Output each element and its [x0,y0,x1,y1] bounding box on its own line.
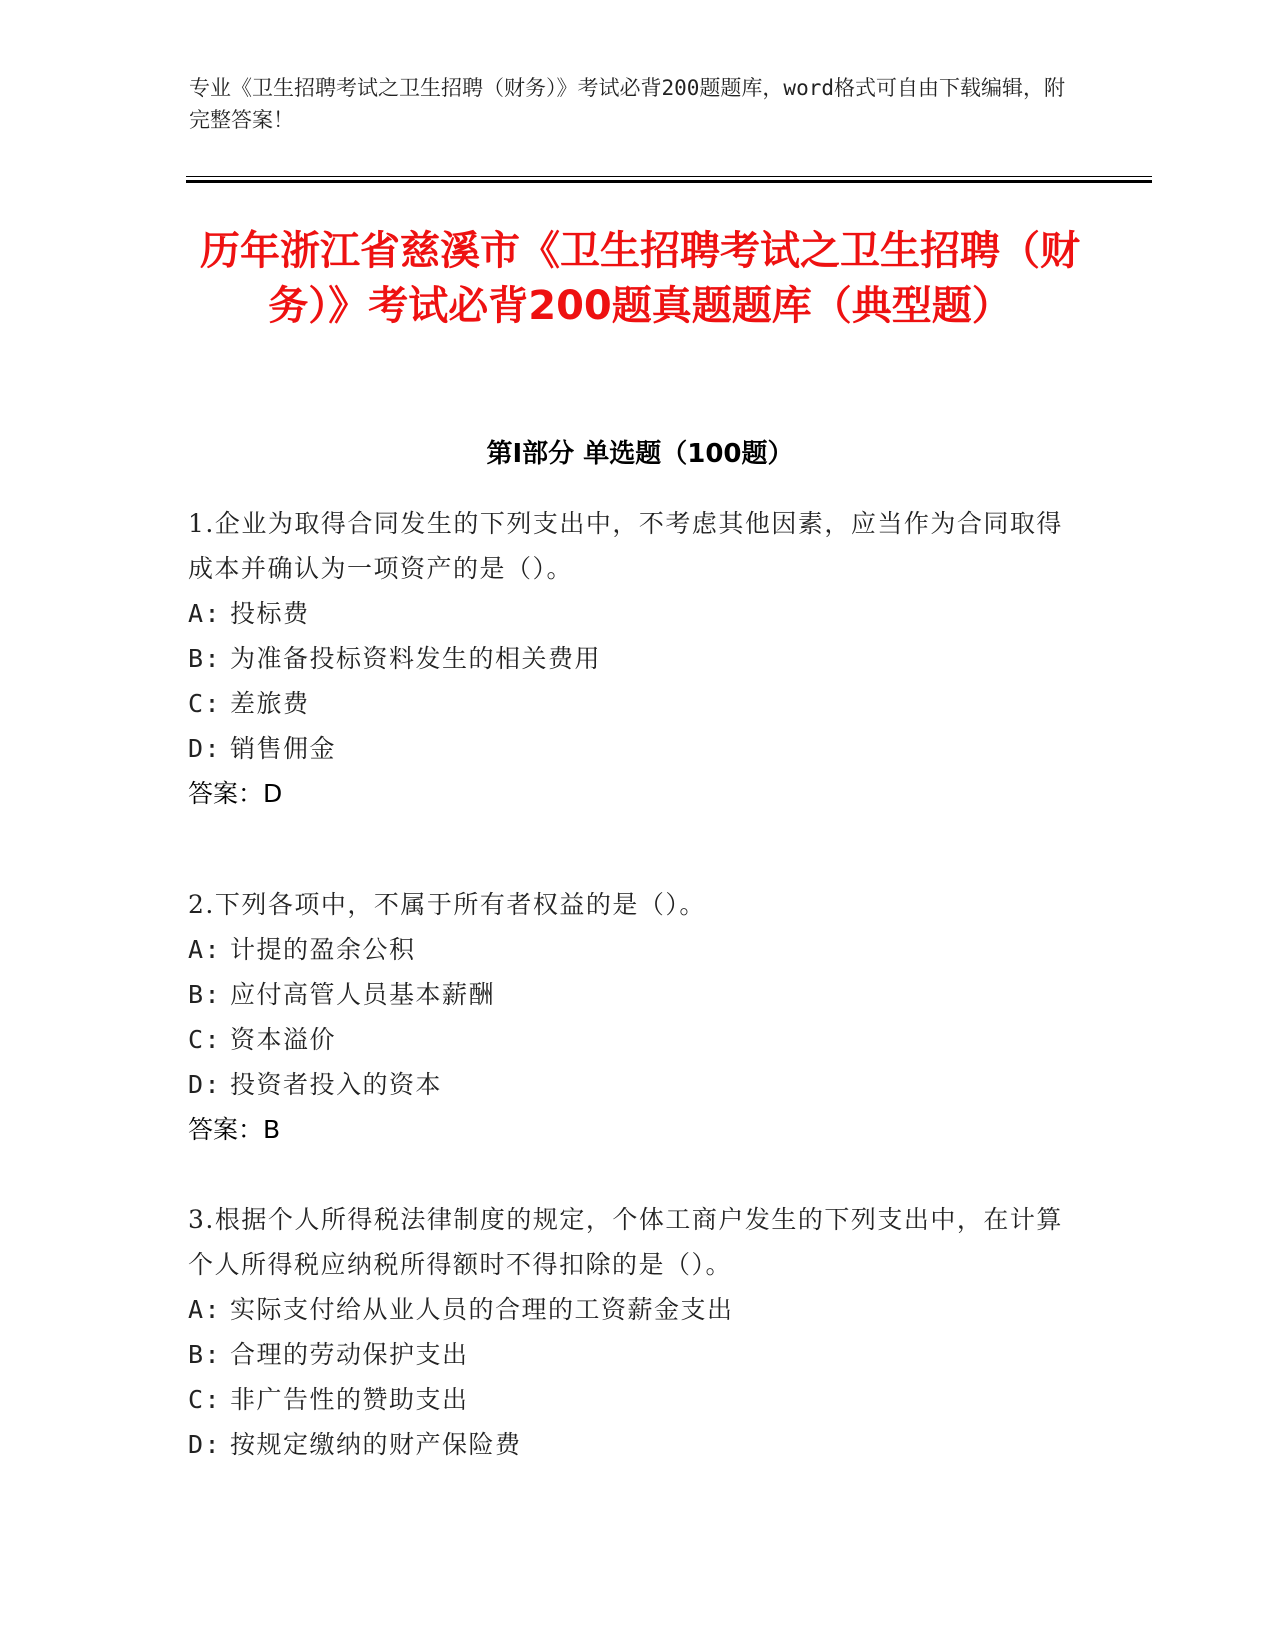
option-letter: A: [188,935,222,964]
option-text: 实际支付给从业人员的合理的工资薪金支出 [230,1295,734,1324]
option-b [188,636,1068,681]
option-letter: C: [188,1385,222,1414]
question-2 [188,882,1068,1152]
option-d [188,1062,1068,1107]
option-a [188,591,1068,636]
option-letter: B: [188,980,222,1009]
option-letter: B: [188,1340,222,1369]
question-stem: 2.下列各项中，不属于所有者权益的是（）。 [188,890,706,919]
header-note: 专业《卫生招聘考试之卫生招聘（财务）》考试必背200题题库，word格式可自由下载编辑，附完整答案！ [189,76,1065,132]
option-text: 计提的盈余公积 [230,935,416,964]
option-letter: C: [188,1025,222,1054]
option-text: 非广告性的赞助支出 [230,1385,469,1414]
option-d [188,726,1068,771]
option-c [188,1017,1068,1062]
question-stem: 1.企业为取得合同发生的下列支出中，不考虑其他因素，应当作为合同取得成本并确认为一项资产的是（）。 [188,509,1063,583]
option-letter: A: [188,599,222,628]
option-letter: D: [188,1430,222,1459]
option-c [188,1377,1068,1422]
question-stem: 3.根据个人所得税法律制度的规定，个体工商户发生的下列支出中，在计算个人所得税应纳税所得额时不得扣除的是（）。 [188,1205,1063,1279]
answer: 答案：D [188,779,283,808]
question-1 [188,501,1068,816]
option-b [188,1332,1068,1377]
document-title: 历年浙江省慈溪市《卫生招聘考试之卫生招聘（财务）》考试必背200题真题题库（典型题） [200,228,1080,329]
option-text: 投标费 [230,599,310,628]
option-text: 投资者投入的资本 [230,1070,443,1099]
option-c [188,681,1068,726]
option-letter: C: [188,689,222,718]
option-text: 销售佣金 [230,734,337,763]
option-b [188,972,1068,1017]
option-text: 应付高管人员基本薪酬 [230,980,496,1009]
option-letter: B: [188,644,222,673]
option-letter: D: [188,734,222,763]
option-d [188,1422,1068,1467]
option-letter: A: [188,1295,222,1324]
option-text: 差旅费 [230,689,310,718]
option-letter: D: [188,1070,222,1099]
option-text: 资本溢价 [230,1025,337,1054]
question-3 [188,1197,1068,1467]
option-a [188,927,1068,972]
section-heading: 第I部分 单选题（100题） [486,439,794,469]
option-text: 按规定缴纳的财产保险费 [230,1430,522,1459]
answer: 答案：B [188,1115,281,1144]
header-rule-thick [186,180,1152,183]
option-text: 为准备投标资料发生的相关费用 [230,644,602,673]
header-rule-thin [186,176,1152,177]
option-text: 合理的劳动保护支出 [230,1340,469,1369]
option-a [188,1287,1068,1332]
